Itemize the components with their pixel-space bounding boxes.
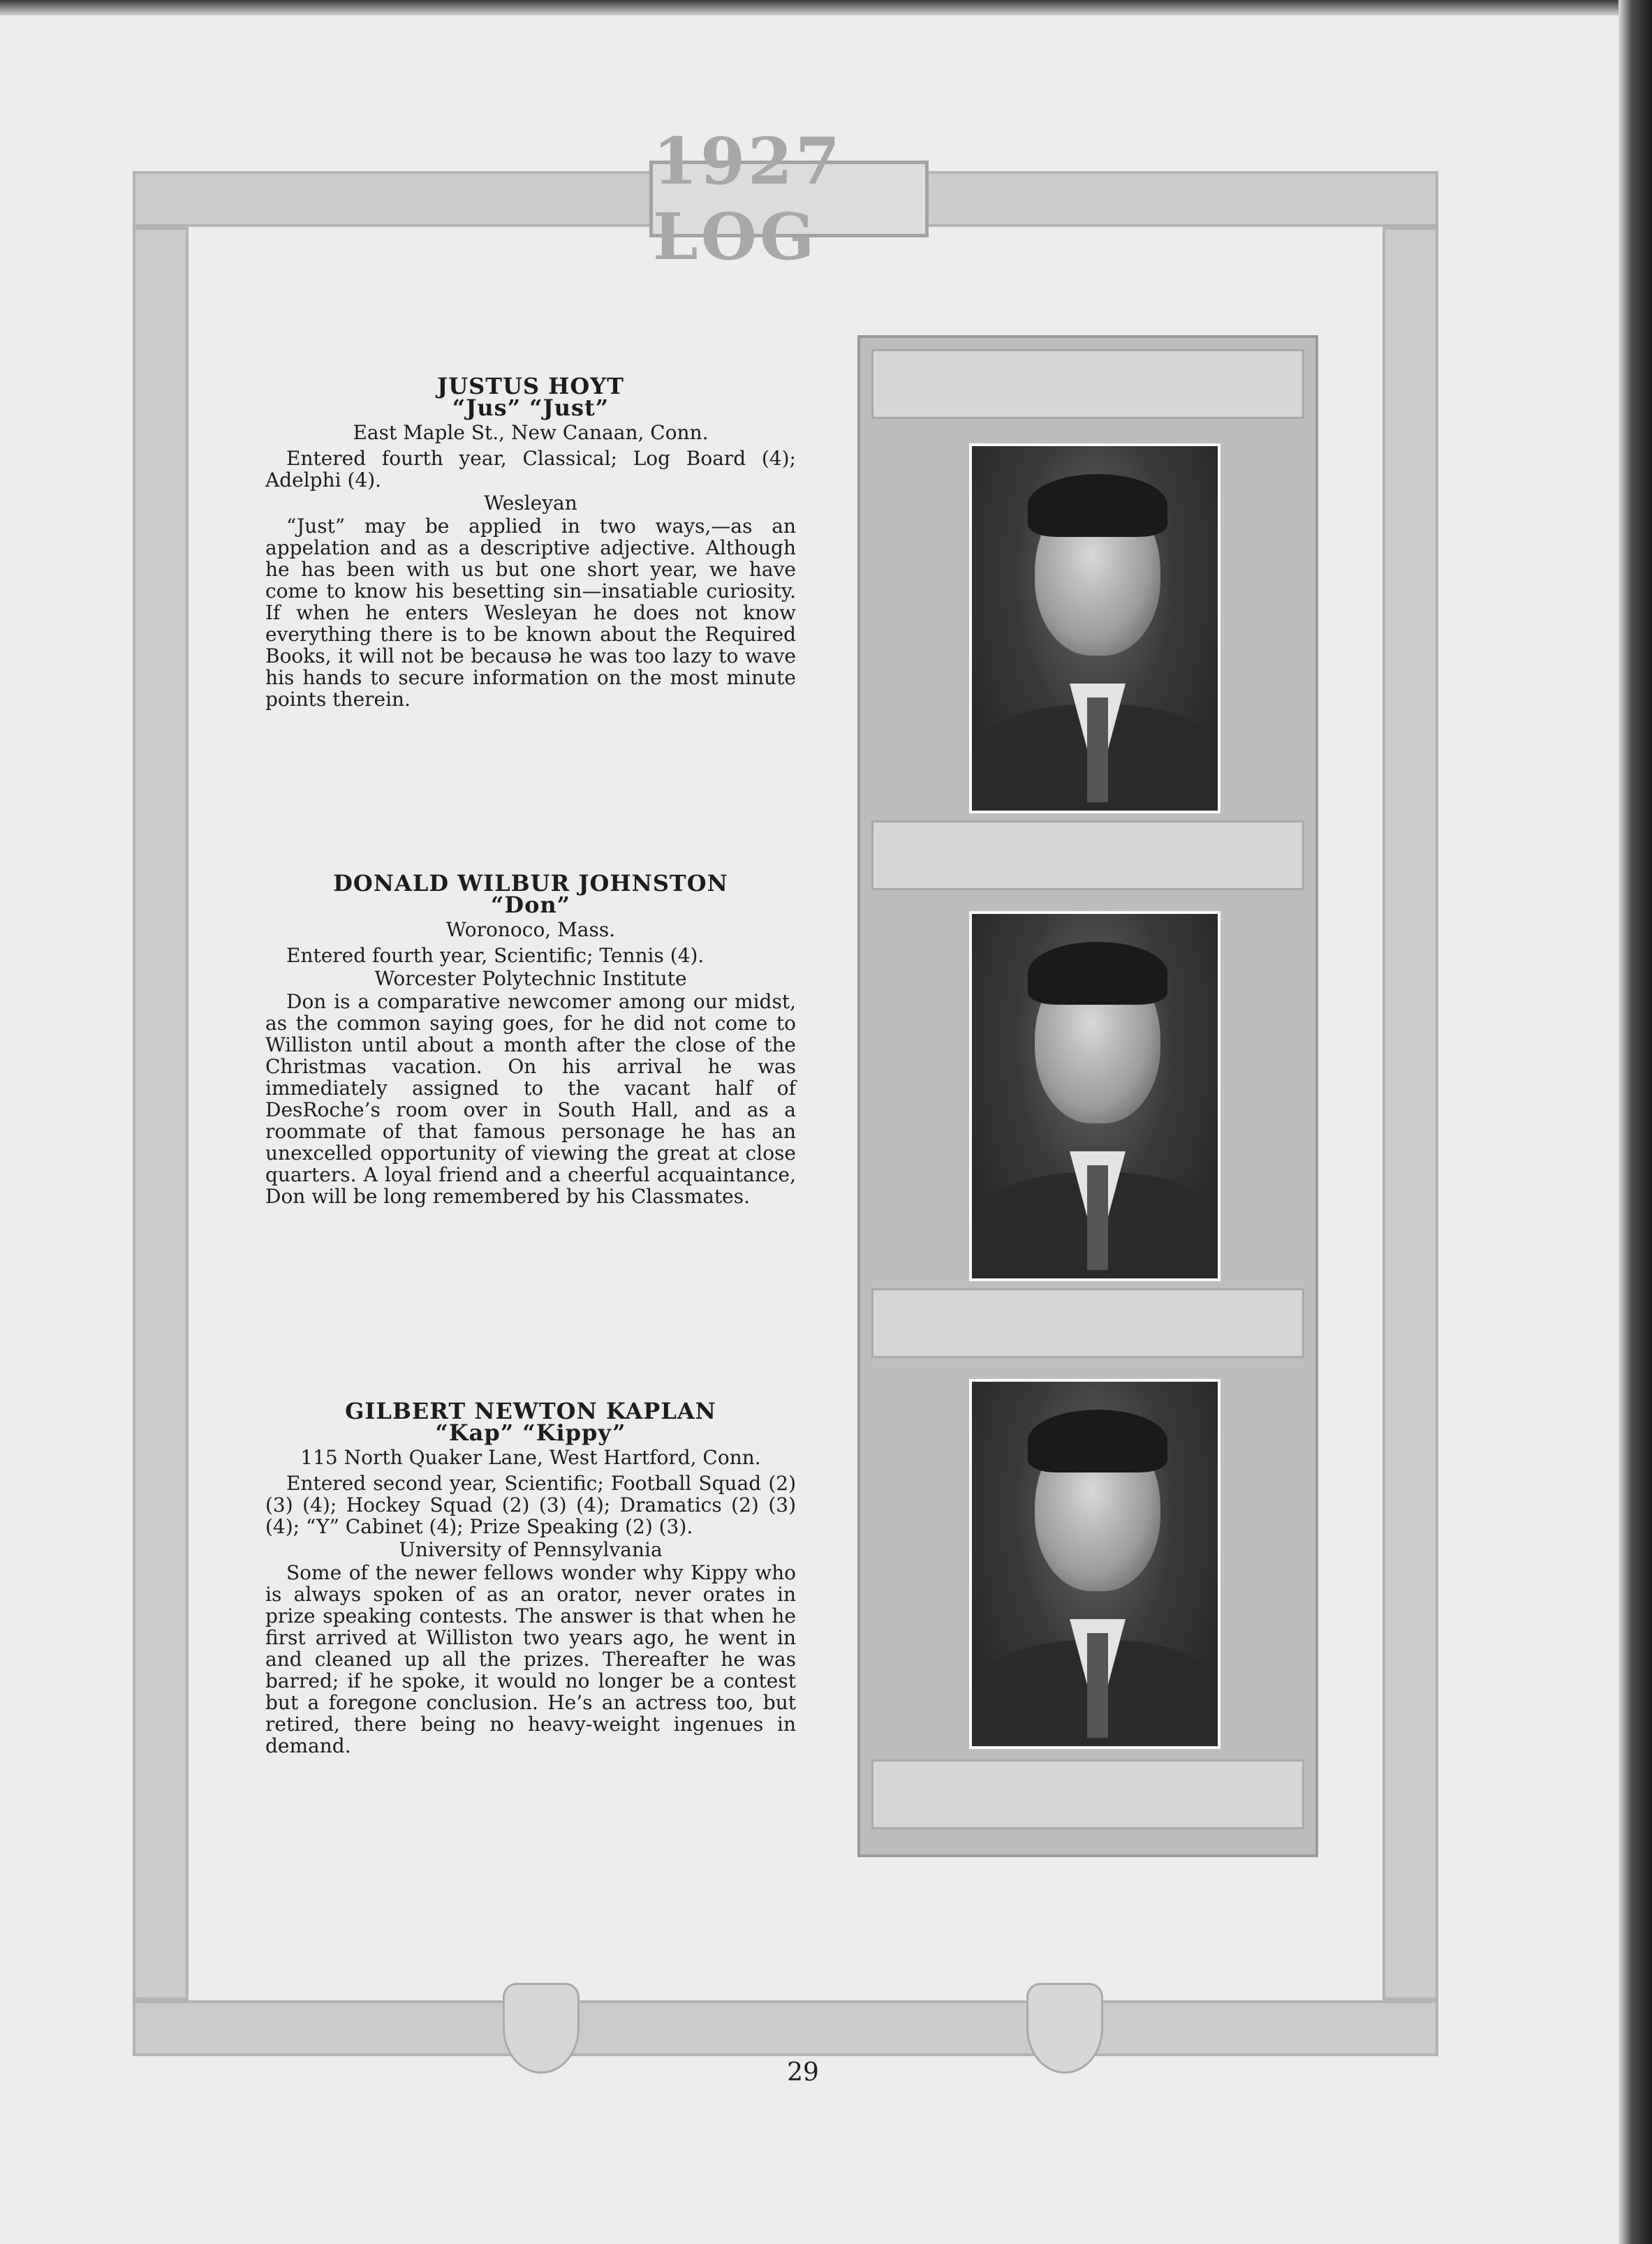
student-entry xyxy=(265,373,796,711)
header-title: 1927 LOG xyxy=(649,161,929,237)
portrait-photo-3 xyxy=(969,1379,1220,1749)
student-name: DONALD WILBUR JOHNSTON xyxy=(333,870,728,896)
student-nickname: “Don” xyxy=(490,892,571,918)
page-top-edge xyxy=(0,0,1652,15)
portrait-photo-2 xyxy=(969,911,1220,1281)
student-record: Entered second year, Scientific; Football Squad (2) (3) (4); Hockey Squad (2) (3) (4); Dramatics (2) (3) (4); “Y” Cabinet (4); Prize Speaking (2) (3). xyxy=(265,1472,796,1538)
anchor-emblem-right xyxy=(1026,1983,1103,2074)
student-entry xyxy=(265,870,796,1208)
frame-bottom-band xyxy=(133,2000,1438,2056)
book-spine xyxy=(1618,0,1652,2244)
student-nickname: “Kap” “Kippy” xyxy=(435,1419,626,1446)
student-description: Some of the newer fellows wonder why Kippy who is always spoken of as an orator, never orates in prize speaking contests. The answer is that when he first arrived at Williston two years ago, he went in and cleaned up all the prizes. Thereafter he was barred; if he spoke, it would no longer be a contest but a foregone conclusion. He’s an actress too, but retired, there being no heavy-weight ingenues in demand. xyxy=(265,1561,796,1757)
student-address: Woronoco, Mass. xyxy=(445,918,616,941)
student-name: JUSTUS HOYT xyxy=(437,373,624,399)
portrait-photo-1 xyxy=(969,443,1220,813)
student-description: Don is a comparative newcomer among our midst, as the common saying goes, for he did not come to Williston until about a month after the close of the Christmas vacation. On his arrival he was immediately assigned to the vacant half of DesRoche’s room over in South Hall, and as a roommate of that famous personage he has an unexcelled opportunity of viewing the great at close quarters. A loyal friend and a cheerful acquaintance, Don will be long remembered by his Classmates. xyxy=(265,990,796,1208)
page-number: 29 xyxy=(787,2058,819,2087)
frame-right-band xyxy=(1382,227,1438,2000)
student-name: GILBERT NEWTON KAPLAN xyxy=(345,1398,716,1424)
column-panel-mid-1 xyxy=(871,820,1304,890)
student-college: Worcester Polytechnic Institute xyxy=(374,967,687,990)
student-description: “Just” may be applied in two ways,—as an appelation and as a descriptive adjective. Although he has been with us but one short year, we have come to know his besetting sin—insatiable curiosity. If when he enters Wesleyan he does not know everything there is to be known about the Required Books, it will not be becausə he was too lazy to wave his hands to secure information on the most minute points therein. xyxy=(265,515,796,711)
student-college: Wesleyan xyxy=(484,492,577,515)
anchor-emblem-left xyxy=(503,1983,580,2074)
student-college: University of Pennsylvania xyxy=(399,1538,663,1561)
student-record: Entered fourth year, Classical; Log Board (4); Adelphi (4). xyxy=(265,447,796,492)
column-panel-top xyxy=(871,349,1304,419)
column-panel-mid-2 xyxy=(871,1288,1304,1358)
student-nickname: “Jus” “Just” xyxy=(452,394,610,421)
student-address: East Maple St., New Canaan, Conn. xyxy=(353,421,709,444)
column-panel-bottom xyxy=(871,1759,1304,1829)
frame-left-band xyxy=(133,227,189,2000)
student-record: Entered fourth year, Scientific; Tennis (4). xyxy=(286,944,705,967)
student-address: 115 North Quaker Lane, West Hartford, Conn. xyxy=(300,1446,761,1469)
student-entry xyxy=(265,1398,796,1757)
